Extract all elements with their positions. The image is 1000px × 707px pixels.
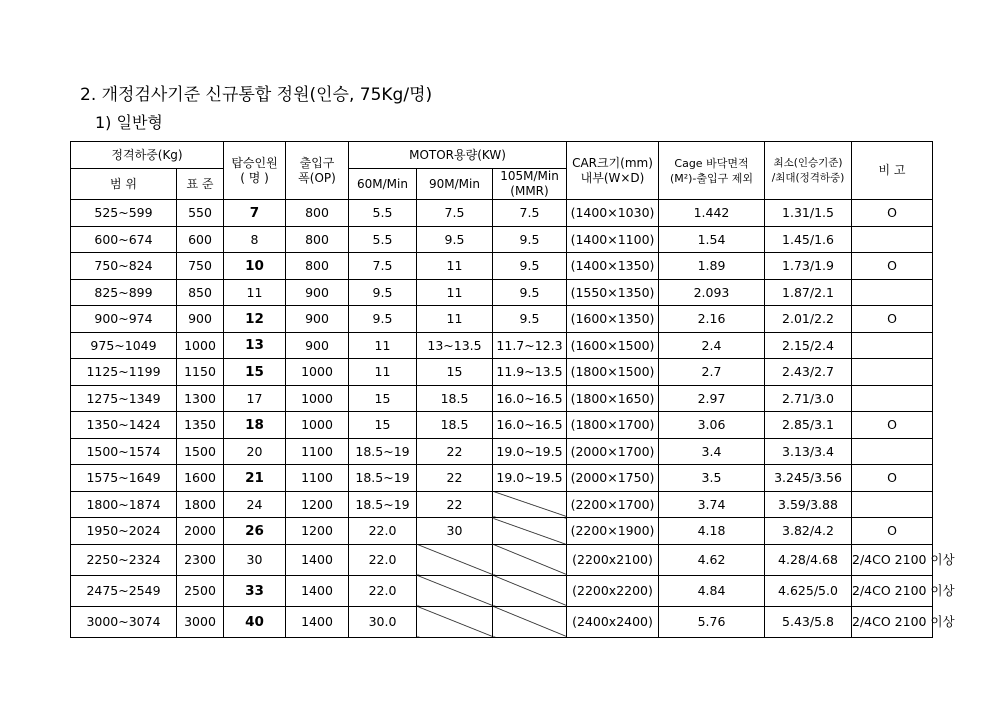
header-passengers bbox=[224, 142, 286, 200]
header-car-line1: CAR크기(mm) bbox=[572, 155, 653, 170]
cell-std: 3000 bbox=[177, 606, 224, 637]
cell-pax: 24 bbox=[224, 491, 286, 518]
header-entrance bbox=[286, 142, 349, 200]
cell-note: O bbox=[852, 412, 933, 439]
cell-ratio: 2.85/3.1 bbox=[765, 412, 852, 439]
cell-car: (1600×1500) bbox=[567, 332, 659, 359]
cell-note: O bbox=[852, 518, 933, 545]
cell-range: 1350~1424 bbox=[71, 412, 177, 439]
cell-range: 3000~3074 bbox=[71, 606, 177, 637]
cell-m90 bbox=[417, 544, 493, 575]
cell-range: 1800~1874 bbox=[71, 491, 177, 518]
cell-op: 900 bbox=[286, 279, 349, 306]
cell-std: 550 bbox=[177, 200, 224, 227]
cell-m60: 18.5~19 bbox=[349, 491, 417, 518]
cell-m90: 15 bbox=[417, 359, 493, 386]
cell-m90: 22 bbox=[417, 491, 493, 518]
header-cage-line2: (M²)-출입구 제외 bbox=[669, 171, 754, 185]
cell-car: (2000×1700) bbox=[567, 438, 659, 465]
header-90m: 90M/Min bbox=[417, 169, 493, 200]
cell-area: 1.54 bbox=[659, 226, 765, 253]
cell-area: 2.093 bbox=[659, 279, 765, 306]
cell-m105: 19.0~19.5 bbox=[493, 438, 567, 465]
cell-op: 1100 bbox=[286, 465, 349, 492]
cell-m105: 9.5 bbox=[493, 226, 567, 253]
cell-std: 1300 bbox=[177, 385, 224, 412]
cell-range: 1575~1649 bbox=[71, 465, 177, 492]
cell-std: 2300 bbox=[177, 544, 224, 575]
cell-m60: 9.5 bbox=[349, 306, 417, 333]
cell-op: 800 bbox=[286, 200, 349, 227]
table-row bbox=[71, 279, 933, 306]
table-row bbox=[71, 226, 933, 253]
cell-op: 1100 bbox=[286, 438, 349, 465]
cell-std: 2000 bbox=[177, 518, 224, 545]
cell-ratio: 2.43/2.7 bbox=[765, 359, 852, 386]
cell-op: 1000 bbox=[286, 385, 349, 412]
cell-m105 bbox=[493, 518, 567, 545]
header-range: 범 위 bbox=[71, 169, 177, 200]
cell-note: 2/4CO 2100 이상 bbox=[852, 575, 933, 606]
header-entrance-line1: 출입구 bbox=[299, 155, 335, 170]
cell-note bbox=[852, 491, 933, 518]
cell-range: 750~824 bbox=[71, 253, 177, 280]
cell-m60: 15 bbox=[349, 385, 417, 412]
cell-op: 800 bbox=[286, 253, 349, 280]
cell-m60: 18.5~19 bbox=[349, 465, 417, 492]
cell-car: (1800×1700) bbox=[567, 412, 659, 439]
cell-area: 3.06 bbox=[659, 412, 765, 439]
cell-pax: 20 bbox=[224, 438, 286, 465]
cell-m105: 9.5 bbox=[493, 279, 567, 306]
cell-m90: 11 bbox=[417, 306, 493, 333]
cell-car: (2200x2200) bbox=[567, 575, 659, 606]
cell-m105: 16.0~16.5 bbox=[493, 412, 567, 439]
cell-car: (1800×1500) bbox=[567, 359, 659, 386]
cell-area: 4.84 bbox=[659, 575, 765, 606]
cell-pax: 33 bbox=[224, 575, 286, 606]
cell-m105: 19.0~19.5 bbox=[493, 465, 567, 492]
cell-std: 1000 bbox=[177, 332, 224, 359]
cell-range: 900~974 bbox=[71, 306, 177, 333]
cell-pax: 13 bbox=[224, 332, 286, 359]
cell-m90: 30 bbox=[417, 518, 493, 545]
table-header bbox=[71, 142, 933, 200]
header-105m-line2: (MMR) bbox=[510, 184, 549, 198]
cell-m60: 30.0 bbox=[349, 606, 417, 637]
cell-std: 1500 bbox=[177, 438, 224, 465]
cell-ratio: 4.28/4.68 bbox=[765, 544, 852, 575]
cell-car: (2200x2100) bbox=[567, 544, 659, 575]
cell-m105: 9.5 bbox=[493, 253, 567, 280]
cell-m60: 7.5 bbox=[349, 253, 417, 280]
table-row bbox=[71, 332, 933, 359]
cell-car: (2400x2400) bbox=[567, 606, 659, 637]
header-min-max bbox=[765, 142, 852, 200]
cell-range: 975~1049 bbox=[71, 332, 177, 359]
cell-m105: 16.0~16.5 bbox=[493, 385, 567, 412]
cell-pax: 10 bbox=[224, 253, 286, 280]
header-entrance-line2: 폭(OP) bbox=[298, 170, 336, 185]
cell-pax: 8 bbox=[224, 226, 286, 253]
header-rated-load: 정격하중(Kg) bbox=[71, 142, 224, 169]
cell-note: O bbox=[852, 200, 933, 227]
cell-area: 3.5 bbox=[659, 465, 765, 492]
cell-m105 bbox=[493, 575, 567, 606]
table-row bbox=[71, 606, 933, 637]
cell-pax: 40 bbox=[224, 606, 286, 637]
cell-ratio: 4.625/5.0 bbox=[765, 575, 852, 606]
cell-ratio: 1.31/1.5 bbox=[765, 200, 852, 227]
cell-m90: 22 bbox=[417, 438, 493, 465]
cell-area: 3.4 bbox=[659, 438, 765, 465]
page-title: 2. 개정검사기준 신규통합 정원(인승, 75Kg/명) bbox=[80, 85, 433, 105]
cell-std: 1600 bbox=[177, 465, 224, 492]
cell-op: 1000 bbox=[286, 412, 349, 439]
cell-area: 2.97 bbox=[659, 385, 765, 412]
cell-op: 1400 bbox=[286, 606, 349, 637]
cell-m90: 13~13.5 bbox=[417, 332, 493, 359]
cell-std: 1800 bbox=[177, 491, 224, 518]
cell-car: (1550×1350) bbox=[567, 279, 659, 306]
cell-pax: 12 bbox=[224, 306, 286, 333]
header-105m bbox=[493, 169, 567, 200]
cell-ratio: 1.45/1.6 bbox=[765, 226, 852, 253]
table-row bbox=[71, 518, 933, 545]
capacity-spec-table bbox=[70, 141, 955, 638]
header-60m: 60M/Min bbox=[349, 169, 417, 200]
header-cage-area bbox=[659, 142, 765, 200]
cell-m90: 11 bbox=[417, 253, 493, 280]
cell-range: 1275~1349 bbox=[71, 385, 177, 412]
cell-note bbox=[852, 438, 933, 465]
cell-op: 900 bbox=[286, 332, 349, 359]
header-remark: 비 고 bbox=[852, 142, 933, 200]
header-cage-line1: Cage 바닥면적 bbox=[674, 156, 749, 170]
cell-pax: 26 bbox=[224, 518, 286, 545]
cell-m90: 18.5 bbox=[417, 412, 493, 439]
cell-m105 bbox=[493, 606, 567, 637]
section-subtitle: 1) 일반형 bbox=[95, 113, 163, 132]
cell-car: (1400×1350) bbox=[567, 253, 659, 280]
cell-note bbox=[852, 359, 933, 386]
cell-pax: 30 bbox=[224, 544, 286, 575]
cell-area: 1.442 bbox=[659, 200, 765, 227]
cell-m105: 11.7~12.3 bbox=[493, 332, 567, 359]
cell-car: (2000×1750) bbox=[567, 465, 659, 492]
cell-ratio: 2.15/2.4 bbox=[765, 332, 852, 359]
cell-m105 bbox=[493, 491, 567, 518]
cell-m60: 22.0 bbox=[349, 575, 417, 606]
cell-range: 525~599 bbox=[71, 200, 177, 227]
cell-ratio: 3.13/3.4 bbox=[765, 438, 852, 465]
cell-ratio: 3.59/3.88 bbox=[765, 491, 852, 518]
cell-note: 2/4CO 2100 이상 bbox=[852, 606, 933, 637]
table-row bbox=[71, 465, 933, 492]
cell-note: 2/4CO 2100 이상 bbox=[852, 544, 933, 575]
header-car-size bbox=[567, 142, 659, 200]
cell-op: 800 bbox=[286, 226, 349, 253]
cell-range: 2250~2324 bbox=[71, 544, 177, 575]
cell-std: 1150 bbox=[177, 359, 224, 386]
table-row bbox=[71, 438, 933, 465]
cell-op: 1200 bbox=[286, 518, 349, 545]
cell-area: 1.89 bbox=[659, 253, 765, 280]
cell-car: (1400×1030) bbox=[567, 200, 659, 227]
header-car-line2: 내부(W×D) bbox=[580, 170, 645, 185]
cell-ratio: 1.87/2.1 bbox=[765, 279, 852, 306]
cell-pax: 7 bbox=[224, 200, 286, 227]
cell-m60: 11 bbox=[349, 332, 417, 359]
cell-m90 bbox=[417, 575, 493, 606]
cell-area: 2.4 bbox=[659, 332, 765, 359]
cell-area: 5.76 bbox=[659, 606, 765, 637]
table-row bbox=[71, 306, 933, 333]
cell-pax: 18 bbox=[224, 412, 286, 439]
header-motor: MOTOR용량(KW) bbox=[349, 142, 567, 169]
cell-car: (1400×1100) bbox=[567, 226, 659, 253]
cell-op: 1000 bbox=[286, 359, 349, 386]
cell-area: 2.16 bbox=[659, 306, 765, 333]
cell-op: 1400 bbox=[286, 575, 349, 606]
cell-pax: 17 bbox=[224, 385, 286, 412]
cell-std: 1350 bbox=[177, 412, 224, 439]
table-row bbox=[71, 491, 933, 518]
cell-range: 825~899 bbox=[71, 279, 177, 306]
cell-car: (1800×1650) bbox=[567, 385, 659, 412]
cell-ratio: 2.01/2.2 bbox=[765, 306, 852, 333]
cell-ratio: 3.245/3.56 bbox=[765, 465, 852, 492]
cell-m90: 18.5 bbox=[417, 385, 493, 412]
cell-std: 2500 bbox=[177, 575, 224, 606]
cell-car: (2200×1900) bbox=[567, 518, 659, 545]
header-ratio-line2: /최대(정격하중) bbox=[771, 171, 845, 184]
cell-m90: 22 bbox=[417, 465, 493, 492]
cell-range: 1950~2024 bbox=[71, 518, 177, 545]
cell-m90: 9.5 bbox=[417, 226, 493, 253]
cell-m60: 18.5~19 bbox=[349, 438, 417, 465]
table-row bbox=[71, 253, 933, 280]
cell-std: 750 bbox=[177, 253, 224, 280]
cell-m60: 5.5 bbox=[349, 226, 417, 253]
cell-op: 900 bbox=[286, 306, 349, 333]
cell-note bbox=[852, 279, 933, 306]
cell-ratio: 5.43/5.8 bbox=[765, 606, 852, 637]
cell-note bbox=[852, 332, 933, 359]
cell-range: 600~674 bbox=[71, 226, 177, 253]
cell-car: (1600×1350) bbox=[567, 306, 659, 333]
header-ratio-line1: 최소(인승기준) bbox=[773, 156, 843, 169]
table-row bbox=[71, 359, 933, 386]
cell-note: O bbox=[852, 253, 933, 280]
cell-note: O bbox=[852, 465, 933, 492]
cell-note bbox=[852, 385, 933, 412]
table-row bbox=[71, 200, 933, 227]
table-body bbox=[71, 200, 955, 638]
cell-op: 1400 bbox=[286, 544, 349, 575]
cell-pax: 11 bbox=[224, 279, 286, 306]
cell-m105 bbox=[493, 544, 567, 575]
cell-area: 4.62 bbox=[659, 544, 765, 575]
cell-m105: 11.9~13.5 bbox=[493, 359, 567, 386]
cell-range: 1125~1199 bbox=[71, 359, 177, 386]
table-row bbox=[71, 544, 933, 575]
header-passengers-line1: 탑승인원 bbox=[231, 155, 278, 170]
cell-range: 1500~1574 bbox=[71, 438, 177, 465]
cell-m60: 22.0 bbox=[349, 544, 417, 575]
cell-car: (2200×1700) bbox=[567, 491, 659, 518]
cell-m60: 5.5 bbox=[349, 200, 417, 227]
table-row bbox=[71, 575, 933, 606]
cell-area: 3.74 bbox=[659, 491, 765, 518]
header-standard: 표 준 bbox=[177, 169, 224, 200]
cell-m105: 7.5 bbox=[493, 200, 567, 227]
cell-pax: 21 bbox=[224, 465, 286, 492]
cell-note bbox=[852, 226, 933, 253]
cell-m105: 9.5 bbox=[493, 306, 567, 333]
header-105m-line1: 105M/Min bbox=[500, 169, 559, 183]
cell-std: 850 bbox=[177, 279, 224, 306]
cell-area: 2.7 bbox=[659, 359, 765, 386]
cell-m60: 15 bbox=[349, 412, 417, 439]
cell-m60: 9.5 bbox=[349, 279, 417, 306]
cell-ratio: 2.71/3.0 bbox=[765, 385, 852, 412]
cell-pax: 15 bbox=[224, 359, 286, 386]
cell-note: O bbox=[852, 306, 933, 333]
cell-range: 2475~2549 bbox=[71, 575, 177, 606]
cell-m90: 7.5 bbox=[417, 200, 493, 227]
cell-op: 1200 bbox=[286, 491, 349, 518]
cell-m90 bbox=[417, 606, 493, 637]
header-passengers-line2: ( 명 ) bbox=[240, 170, 269, 185]
cell-m60: 11 bbox=[349, 359, 417, 386]
cell-m60: 22.0 bbox=[349, 518, 417, 545]
cell-std: 600 bbox=[177, 226, 224, 253]
cell-std: 900 bbox=[177, 306, 224, 333]
cell-m90: 11 bbox=[417, 279, 493, 306]
cell-ratio: 1.73/1.9 bbox=[765, 253, 852, 280]
cell-area: 4.18 bbox=[659, 518, 765, 545]
cell-ratio: 3.82/4.2 bbox=[765, 518, 852, 545]
table-row bbox=[71, 412, 933, 439]
table-row bbox=[71, 385, 933, 412]
